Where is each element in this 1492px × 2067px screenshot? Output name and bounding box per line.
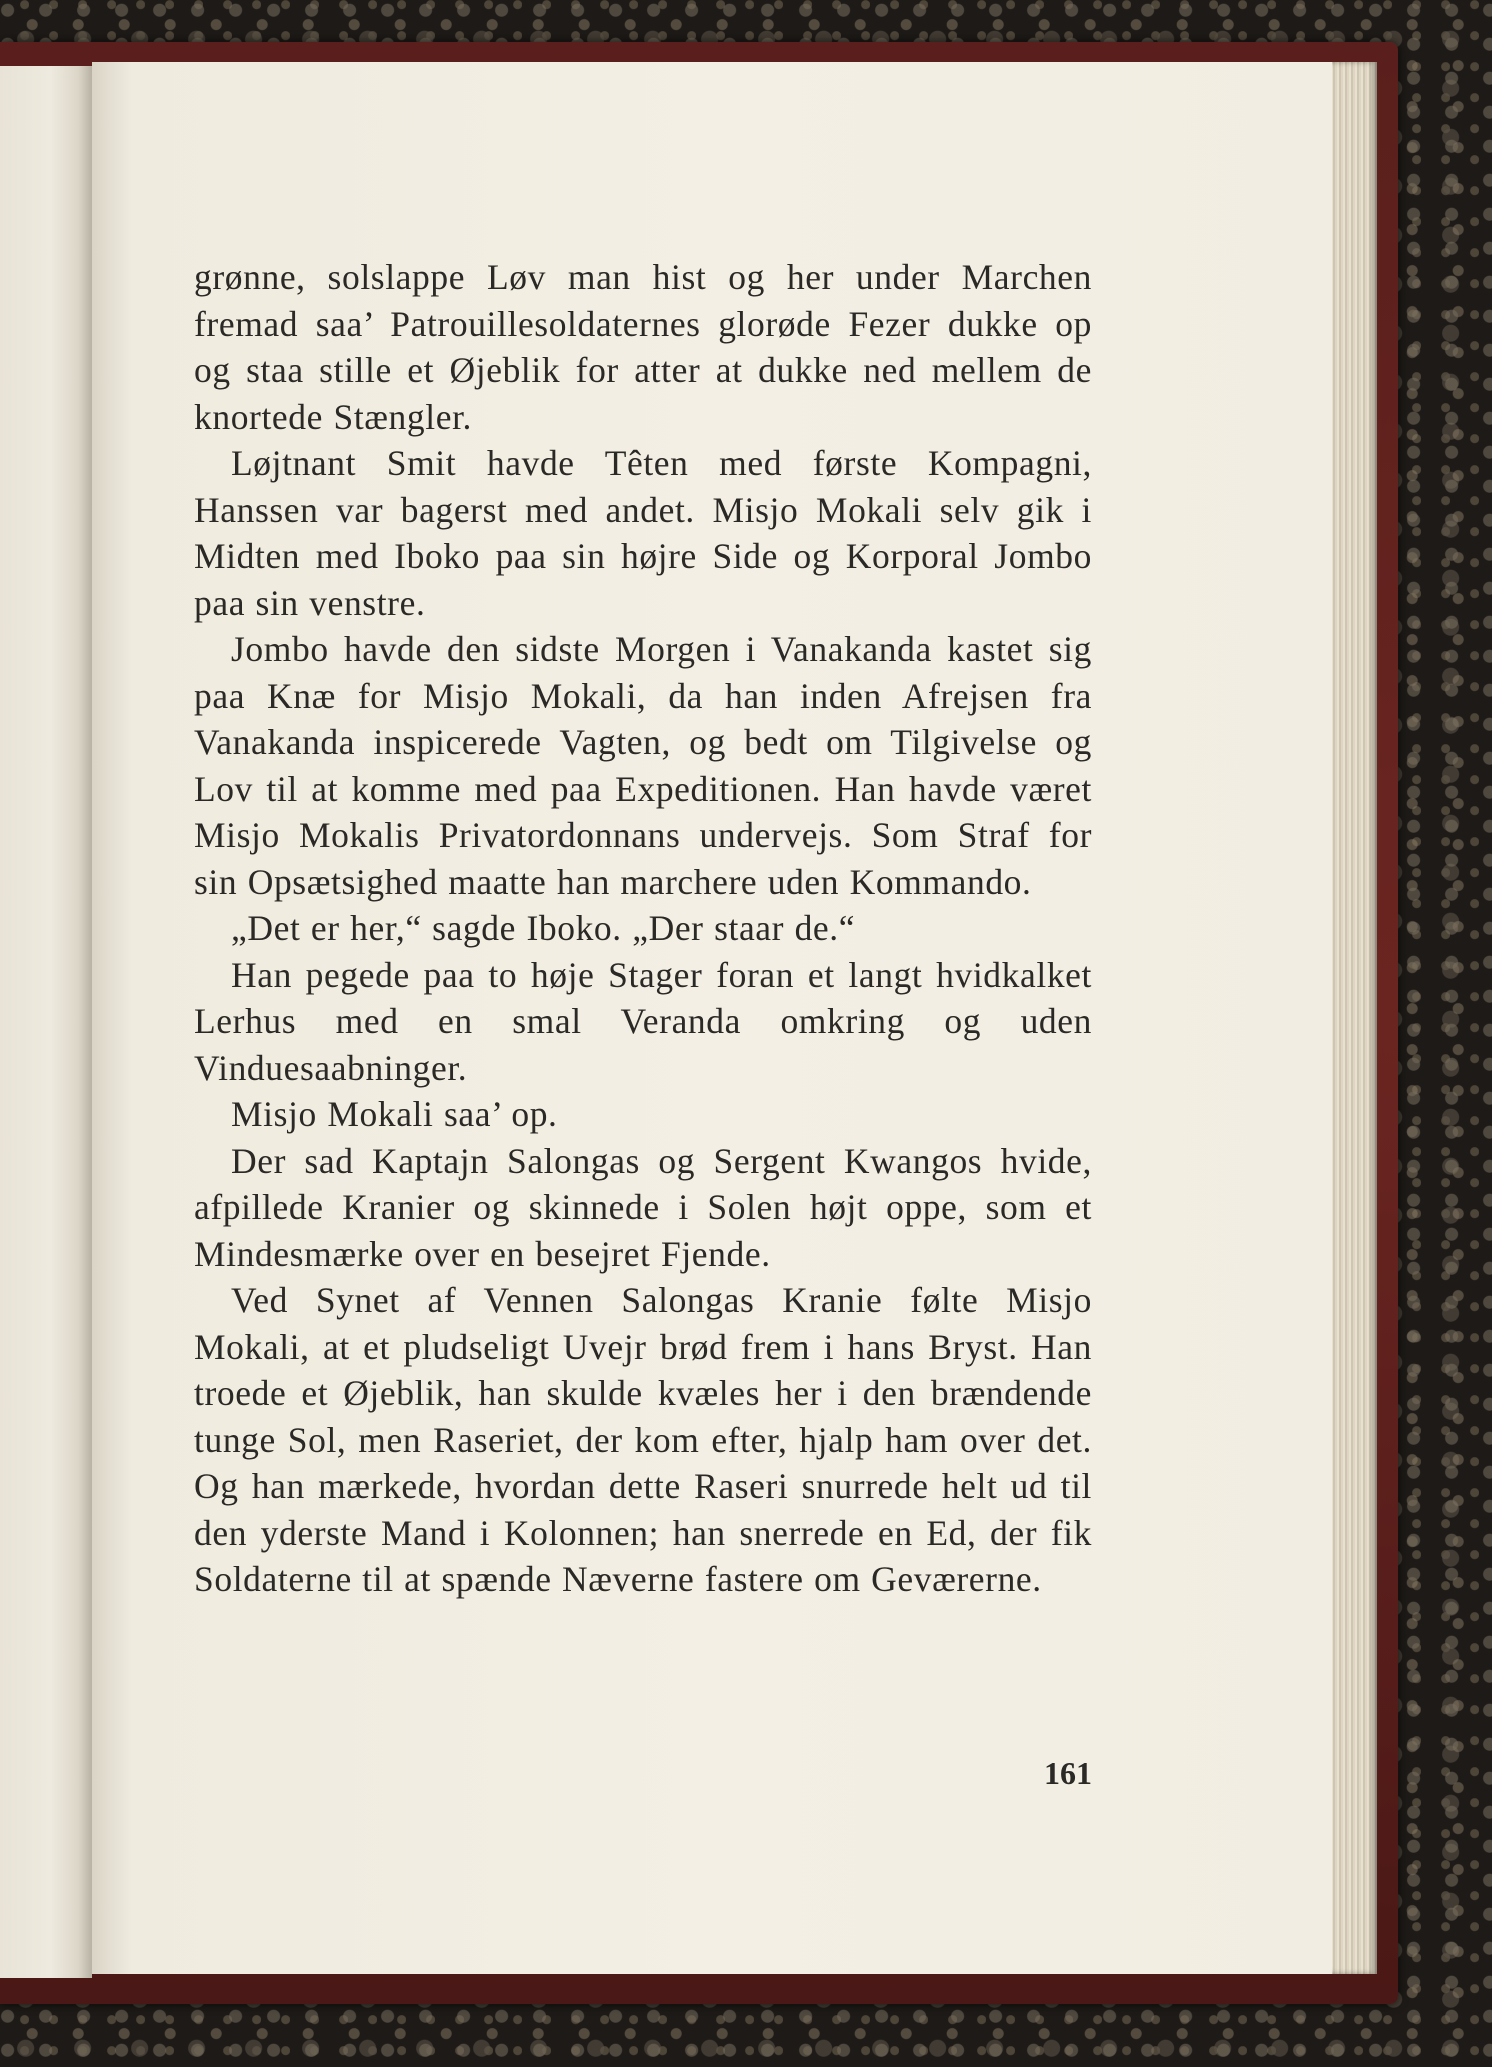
paragraph: Ved Synet af Vennen Salongas Kranie følte Misjo Mokali, at et pludseligt Uvejr brød frem i hans Bryst. Han troede et Øjeblik, han skulde kvæles her i den brændende tunge Sol, men Raseriet, der kom efter, hjalp ham over det. Og han mærkede, hvordan dette Raseri snurrede helt ud til den yderste Mand i Kolonnen; han snerrede en Ed, der fik Soldaterne til at spænde Næverne fastere om Geværerne. bbox=[194, 1280, 1092, 1599]
page-number: 161 bbox=[1044, 1755, 1092, 1791]
paragraph: Der sad Kaptajn Salongas og Sergent Kwangos hvide, afpillede Kranier og skinnede i Solen højt oppe, som et Mindesmærke over en besejret Fjende. bbox=[194, 1140, 1092, 1274]
paragraph: Løjtnant Smit havde Têten med første Kompagni, Hanssen var bagerst med andet. Misjo Mokali selv gik i Midten med Iboko paa sin højre Side og Korporal Jombo paa sin venstre. bbox=[194, 443, 1092, 623]
paragraph: Jombo havde den sidste Morgen i Vanakanda kastet sig paa Knæ for Misjo Mokali, da han inden Afrejsen fra Vanakanda inspicerede Vagten, og bedt om Tilgivelse og Lov til at komme med paa Expeditionen. Han havde været Misjo Mokalis Privatordonnans undervejs. Som Straf for sin Opsætsighed maatte han marchere uden Kommando. bbox=[194, 629, 1092, 902]
paragraph: grønne, solslappe Løv man hist og her under Marchen fremad saa’ Patrouillesoldaternes glorøde Fezer dukke op og staa stille et Øjeblik for atter at dukke ned mellem de knortede Stængler. bbox=[194, 257, 1092, 437]
paragraph: Han pegede paa to høje Stager foran et langt hvidkalket Lerhus med en smal Veranda omkring og uden Vinduesaabninger. bbox=[194, 954, 1092, 1088]
paragraph: „Det er her,“ sagde Iboko. „Der staar de.“ bbox=[231, 908, 856, 948]
left-page-edge bbox=[0, 66, 92, 1978]
paragraph: Misjo Mokali saa’ op. bbox=[231, 1094, 558, 1134]
page-block-edge bbox=[1330, 62, 1377, 1974]
page-text bbox=[194, 254, 1092, 1603]
